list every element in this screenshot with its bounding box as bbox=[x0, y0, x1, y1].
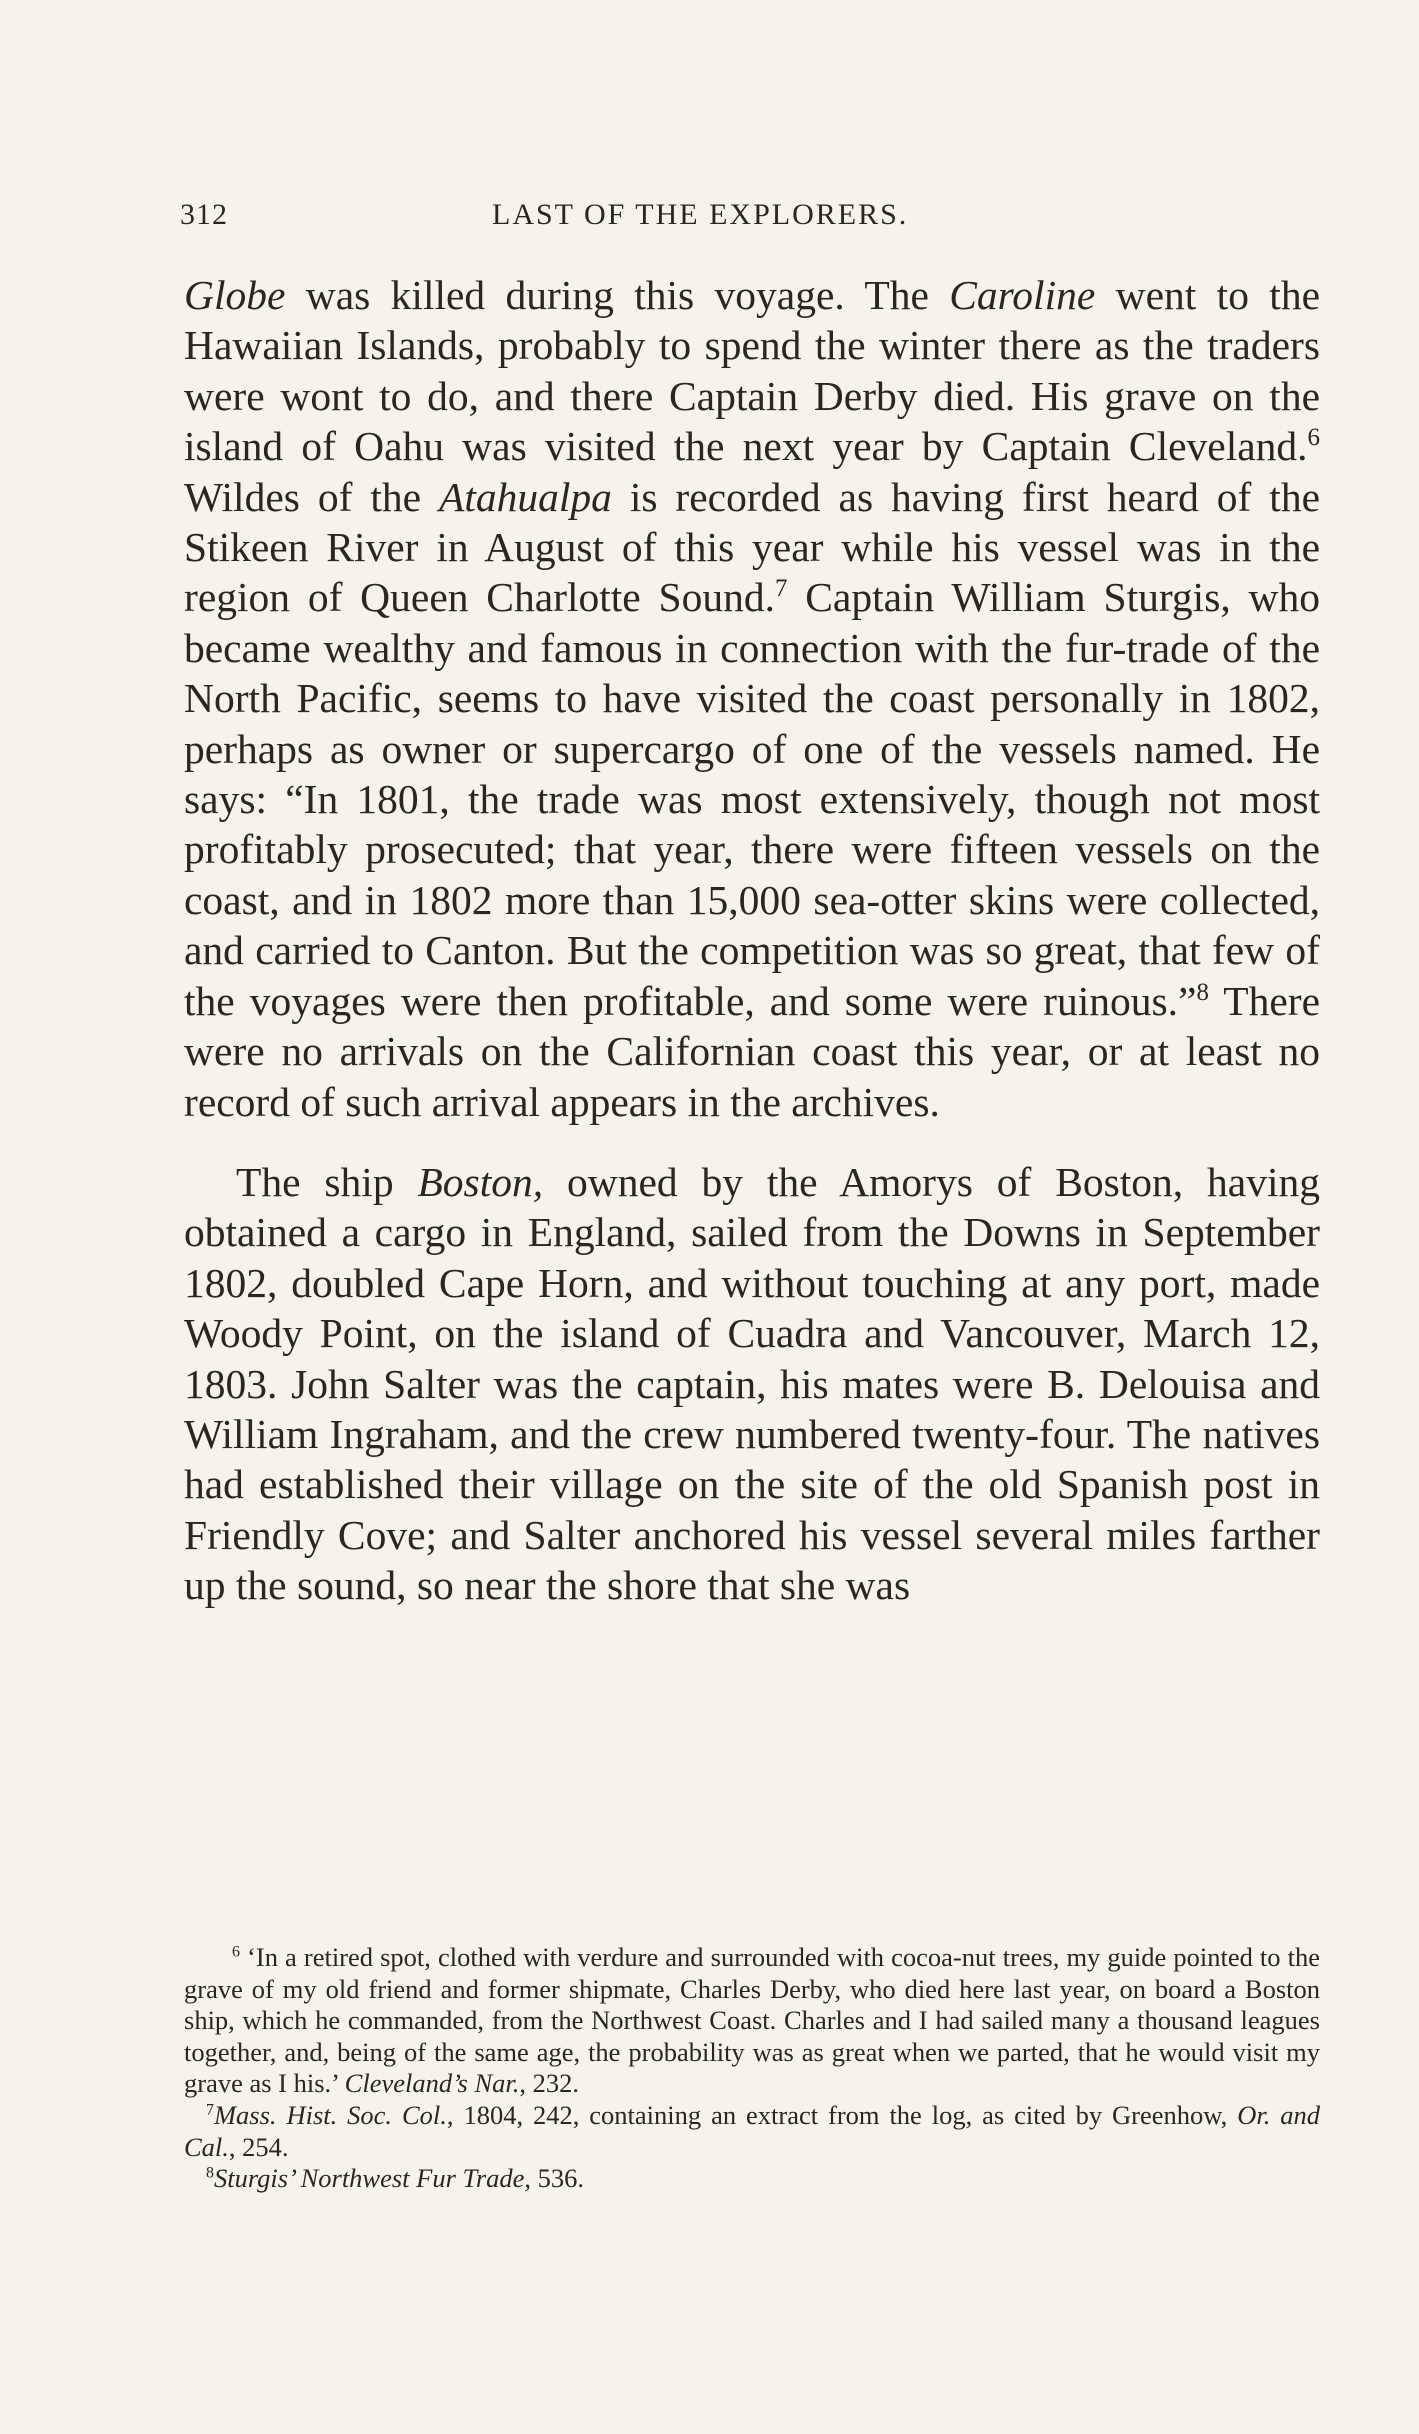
citation-title: Cleveland’s Nar. bbox=[344, 2068, 520, 2099]
footnote-ref-7: 7 bbox=[774, 575, 788, 603]
footnotes bbox=[184, 1942, 1320, 2195]
text-span: There were no arrivals on the Californian coast this year, or at least no record of such arrival appears in the archives. bbox=[184, 977, 1321, 1125]
running-title: LAST OF THE EXPLORERS. bbox=[492, 198, 909, 231]
text-span: was killed during this voyage. The bbox=[285, 272, 950, 318]
text-span: Captain William Sturgis, who became wealthy and famous in connection with the fur-trade of the North Pacific, seems to have visited the coast personally in 1802, perhaps as owner or supercargo of one of the vessels named. He says: “In 1801, the trade was most extensively, though not most profitably prosecuted; that year, there were fifteen vessels on the coast, and in 1802 more than 15,000 sea-otter skins were collected, and carried to Canton. But the competition was so great, that few of the voyages were then profitable, and some were ruinous.” bbox=[184, 574, 1320, 1024]
ship-name-caroline: Caroline bbox=[949, 272, 1096, 318]
footnote-ref-8: 8 bbox=[1196, 978, 1209, 1006]
citation-title: Sturgis’ Northwest Fur Trade bbox=[213, 2163, 525, 2194]
footnote-text: ‘In a retired spot, clothed with verdure and surrounded with cocoa-nut trees, my guide pointed to the grave of my old friend and former shipmate, Charles Derby, who died here last year, on board a Boston ship, which he commanded, from the Northwest Coast. Charles and I had sailed many a thousand leagues together, and, being of the same age, the probability was as great when we parted, that he would visit my grave as I his.’ bbox=[184, 1942, 1320, 2099]
ship-name-boston: Boston, bbox=[417, 1158, 544, 1205]
text-span: Wildes of the bbox=[184, 473, 439, 520]
main-text bbox=[184, 270, 1320, 1611]
footnote-text: , 232. bbox=[519, 2068, 579, 2099]
ship-name-globe: Globe bbox=[184, 272, 286, 318]
footnote-6 bbox=[184, 1942, 1320, 2100]
text-span: owned by the Amorys of Boston, having obtained a cargo in England, sailed from the Downs in September 1802, doubled Cape Horn, and without touching at any port, made Woody Point, on the island of Cuadra and Vancouver, March 12, 1803. John Salter was the captain, his mates were B. Delouisa and William Ingraham, and the crew numbered twenty-four. The natives had established their village on the site of the old Spanish post in Friendly Cove; and Salter anchored his vessel several miles farther up the sound, so near the shore that she was bbox=[184, 1158, 1320, 1609]
footnote-text: , 1804, 242, containing an extract from the log, as cited by Greenhow, bbox=[446, 2099, 1238, 2130]
footnote-text: , 254. bbox=[228, 2131, 289, 2162]
footnote-mark-7: 7 bbox=[206, 2101, 214, 2119]
paragraph-2 bbox=[184, 1157, 1320, 1611]
page-number: 312 bbox=[180, 198, 228, 231]
page-header bbox=[0, 198, 1419, 242]
footnote-8 bbox=[184, 2163, 1320, 2195]
text-span: went to the Hawaiian Islands, probably to spend the winter there as the traders were wont to do, and there Captain Derby died. His grave on the island of Oahu was visited the next year by Captain Cleveland. bbox=[184, 272, 1320, 470]
footnote-mark-6: 6 bbox=[232, 1943, 240, 1961]
ship-name-atahualpa: Atahualpa bbox=[438, 473, 612, 520]
footnote-7 bbox=[184, 2100, 1320, 2163]
citation-title: Or. and Cal. bbox=[184, 2099, 1321, 2162]
paragraph-1 bbox=[184, 270, 1320, 1127]
citation-title: Mass. Hist. Soc. Col. bbox=[213, 2099, 447, 2130]
footnote-ref-6: 6 bbox=[1307, 424, 1320, 452]
footnote-text: , 536. bbox=[524, 2163, 585, 2194]
footnote-mark-8: 8 bbox=[206, 2164, 214, 2182]
text-span: The ship bbox=[236, 1158, 418, 1205]
text-span: is recorded as having first heard of the Stikeen River in August of this year while his vessel was in the region of Queen Charlotte Sound. bbox=[184, 473, 1320, 621]
